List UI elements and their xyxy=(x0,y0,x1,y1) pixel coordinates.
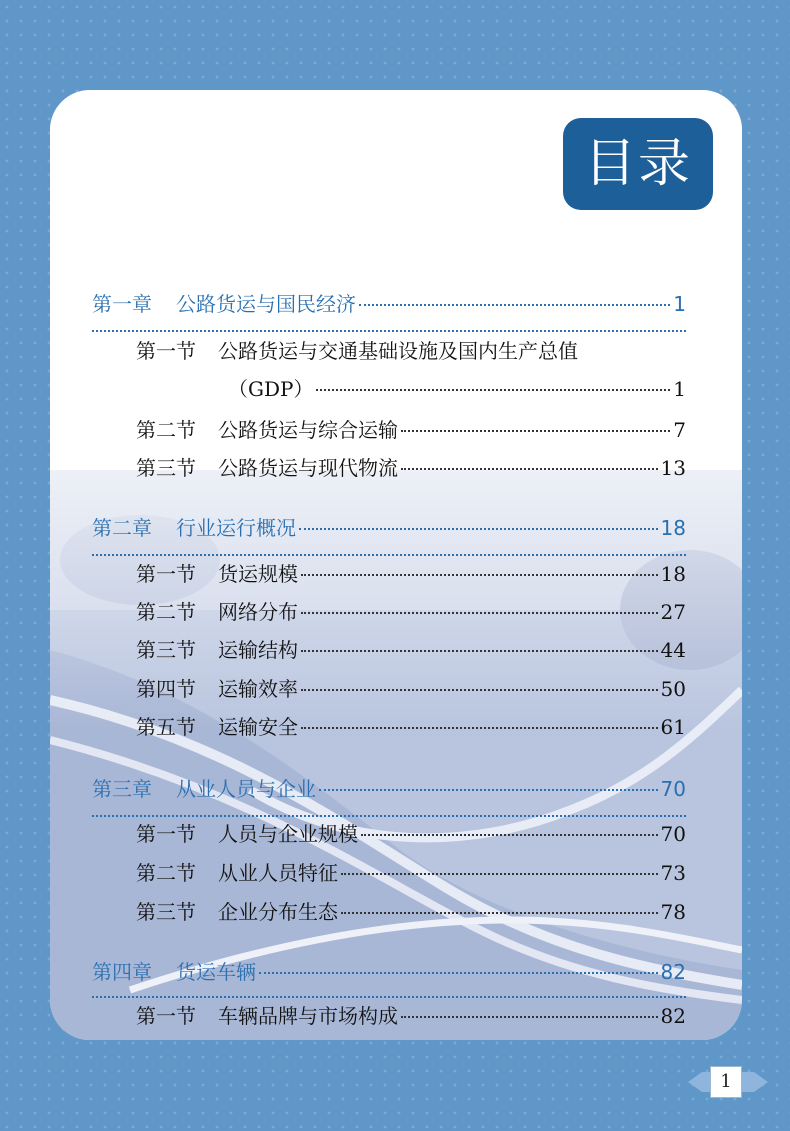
page-ref: 70 xyxy=(660,777,686,801)
chapter-entry[interactable] xyxy=(92,288,686,320)
chapter-label: 第三章 xyxy=(92,777,152,801)
chapter-title: 公路货运与国民经济 xyxy=(176,292,356,316)
section-label: 第二节 xyxy=(136,861,196,885)
page-ref: 13 xyxy=(660,456,686,480)
section-title: 公路货运与现代物流 xyxy=(218,456,398,480)
page-ref: 82 xyxy=(660,960,686,984)
leader-dots xyxy=(361,834,658,836)
page-ref: 18 xyxy=(660,562,686,586)
leader-dots xyxy=(341,873,658,875)
section-label: 第三节 xyxy=(136,638,196,662)
section-entry[interactable] xyxy=(136,596,686,628)
chapter-divider xyxy=(92,554,686,556)
section-entry[interactable] xyxy=(136,558,686,590)
chapter-entry[interactable] xyxy=(92,512,686,544)
chapter-label: 第二章 xyxy=(92,516,152,540)
section-entry[interactable] xyxy=(136,452,686,484)
chapter-entry[interactable] xyxy=(92,773,686,805)
page-ref: 70 xyxy=(660,822,686,846)
chapter-title: 从业人员与企业 xyxy=(176,777,316,801)
section-entry[interactable] xyxy=(136,857,686,889)
section-label: 第一节 xyxy=(136,822,196,846)
leader-dots xyxy=(301,574,658,576)
section-title: 运输安全 xyxy=(218,715,298,739)
section-title: 人员与企业规模 xyxy=(218,822,358,846)
section-title: 运输结构 xyxy=(218,638,298,662)
page-ref: 27 xyxy=(660,600,686,624)
section-title: 公路货运与交通基础设施及国内生产总值 xyxy=(218,339,578,363)
page-ref: 1 xyxy=(673,292,686,316)
section-label: 第三节 xyxy=(136,900,196,924)
section-title-continued: （GDP） xyxy=(228,377,314,401)
leader-dots xyxy=(299,528,658,530)
chapter-divider xyxy=(92,815,686,817)
section-title: 运输效率 xyxy=(218,677,298,701)
section-label: 第二节 xyxy=(136,418,196,442)
toc-card xyxy=(50,90,742,1040)
chapter-title: 货运车辆 xyxy=(176,960,256,984)
section-label: 第一节 xyxy=(136,562,196,586)
leader-dots xyxy=(301,727,658,729)
leader-dots xyxy=(359,304,670,306)
page-number: 1 xyxy=(710,1066,742,1098)
page-ref: 50 xyxy=(660,677,686,701)
page-ref: 1 xyxy=(673,377,686,401)
page-ref: 78 xyxy=(660,900,686,924)
leader-dots xyxy=(319,789,658,791)
section-title: 货运规模 xyxy=(218,562,298,586)
section-entry-continued[interactable] xyxy=(228,373,686,405)
section-entry[interactable] xyxy=(136,335,686,367)
section-title: 网络分布 xyxy=(218,600,298,624)
chapter-title: 行业运行概况 xyxy=(176,516,296,540)
page-ref: 18 xyxy=(660,516,686,540)
page-ref: 61 xyxy=(660,715,686,739)
page-ref: 82 xyxy=(660,1004,686,1028)
toc-title: 目录 xyxy=(563,118,713,210)
section-entry[interactable] xyxy=(136,634,686,666)
leader-dots xyxy=(401,430,670,432)
section-label: 第五节 xyxy=(136,715,196,739)
leader-dots xyxy=(301,689,658,691)
section-title: 车辆品牌与市场构成 xyxy=(218,1004,398,1028)
section-label: 第一节 xyxy=(136,339,196,363)
section-title: 从业人员特征 xyxy=(218,861,338,885)
page-ref: 7 xyxy=(673,418,686,442)
chapter-label: 第一章 xyxy=(92,292,152,316)
chapter-divider xyxy=(92,996,686,998)
section-label: 第二节 xyxy=(136,600,196,624)
page-ref: 44 xyxy=(660,638,686,662)
section-entry[interactable] xyxy=(136,673,686,705)
leader-dots xyxy=(316,389,670,391)
leader-dots xyxy=(259,972,658,974)
leader-dots xyxy=(401,1016,658,1018)
chapter-entry[interactable] xyxy=(92,956,686,988)
page-ref: 73 xyxy=(660,861,686,885)
section-entry[interactable] xyxy=(136,711,686,743)
section-label: 第三节 xyxy=(136,456,196,480)
table-of-contents xyxy=(50,90,742,1040)
section-entry[interactable] xyxy=(136,1000,686,1032)
section-entry[interactable] xyxy=(136,896,686,928)
chapter-divider xyxy=(92,330,686,332)
section-entry[interactable] xyxy=(136,818,686,850)
section-title: 公路货运与综合运输 xyxy=(218,418,398,442)
leader-dots xyxy=(401,468,658,470)
section-label: 第一节 xyxy=(136,1004,196,1028)
leader-dots xyxy=(301,650,658,652)
chapter-label: 第四章 xyxy=(92,960,152,984)
section-title: 企业分布生态 xyxy=(218,900,338,924)
section-label: 第四节 xyxy=(136,677,196,701)
leader-dots xyxy=(341,912,658,914)
leader-dots xyxy=(301,612,658,614)
section-entry[interactable] xyxy=(136,414,686,446)
